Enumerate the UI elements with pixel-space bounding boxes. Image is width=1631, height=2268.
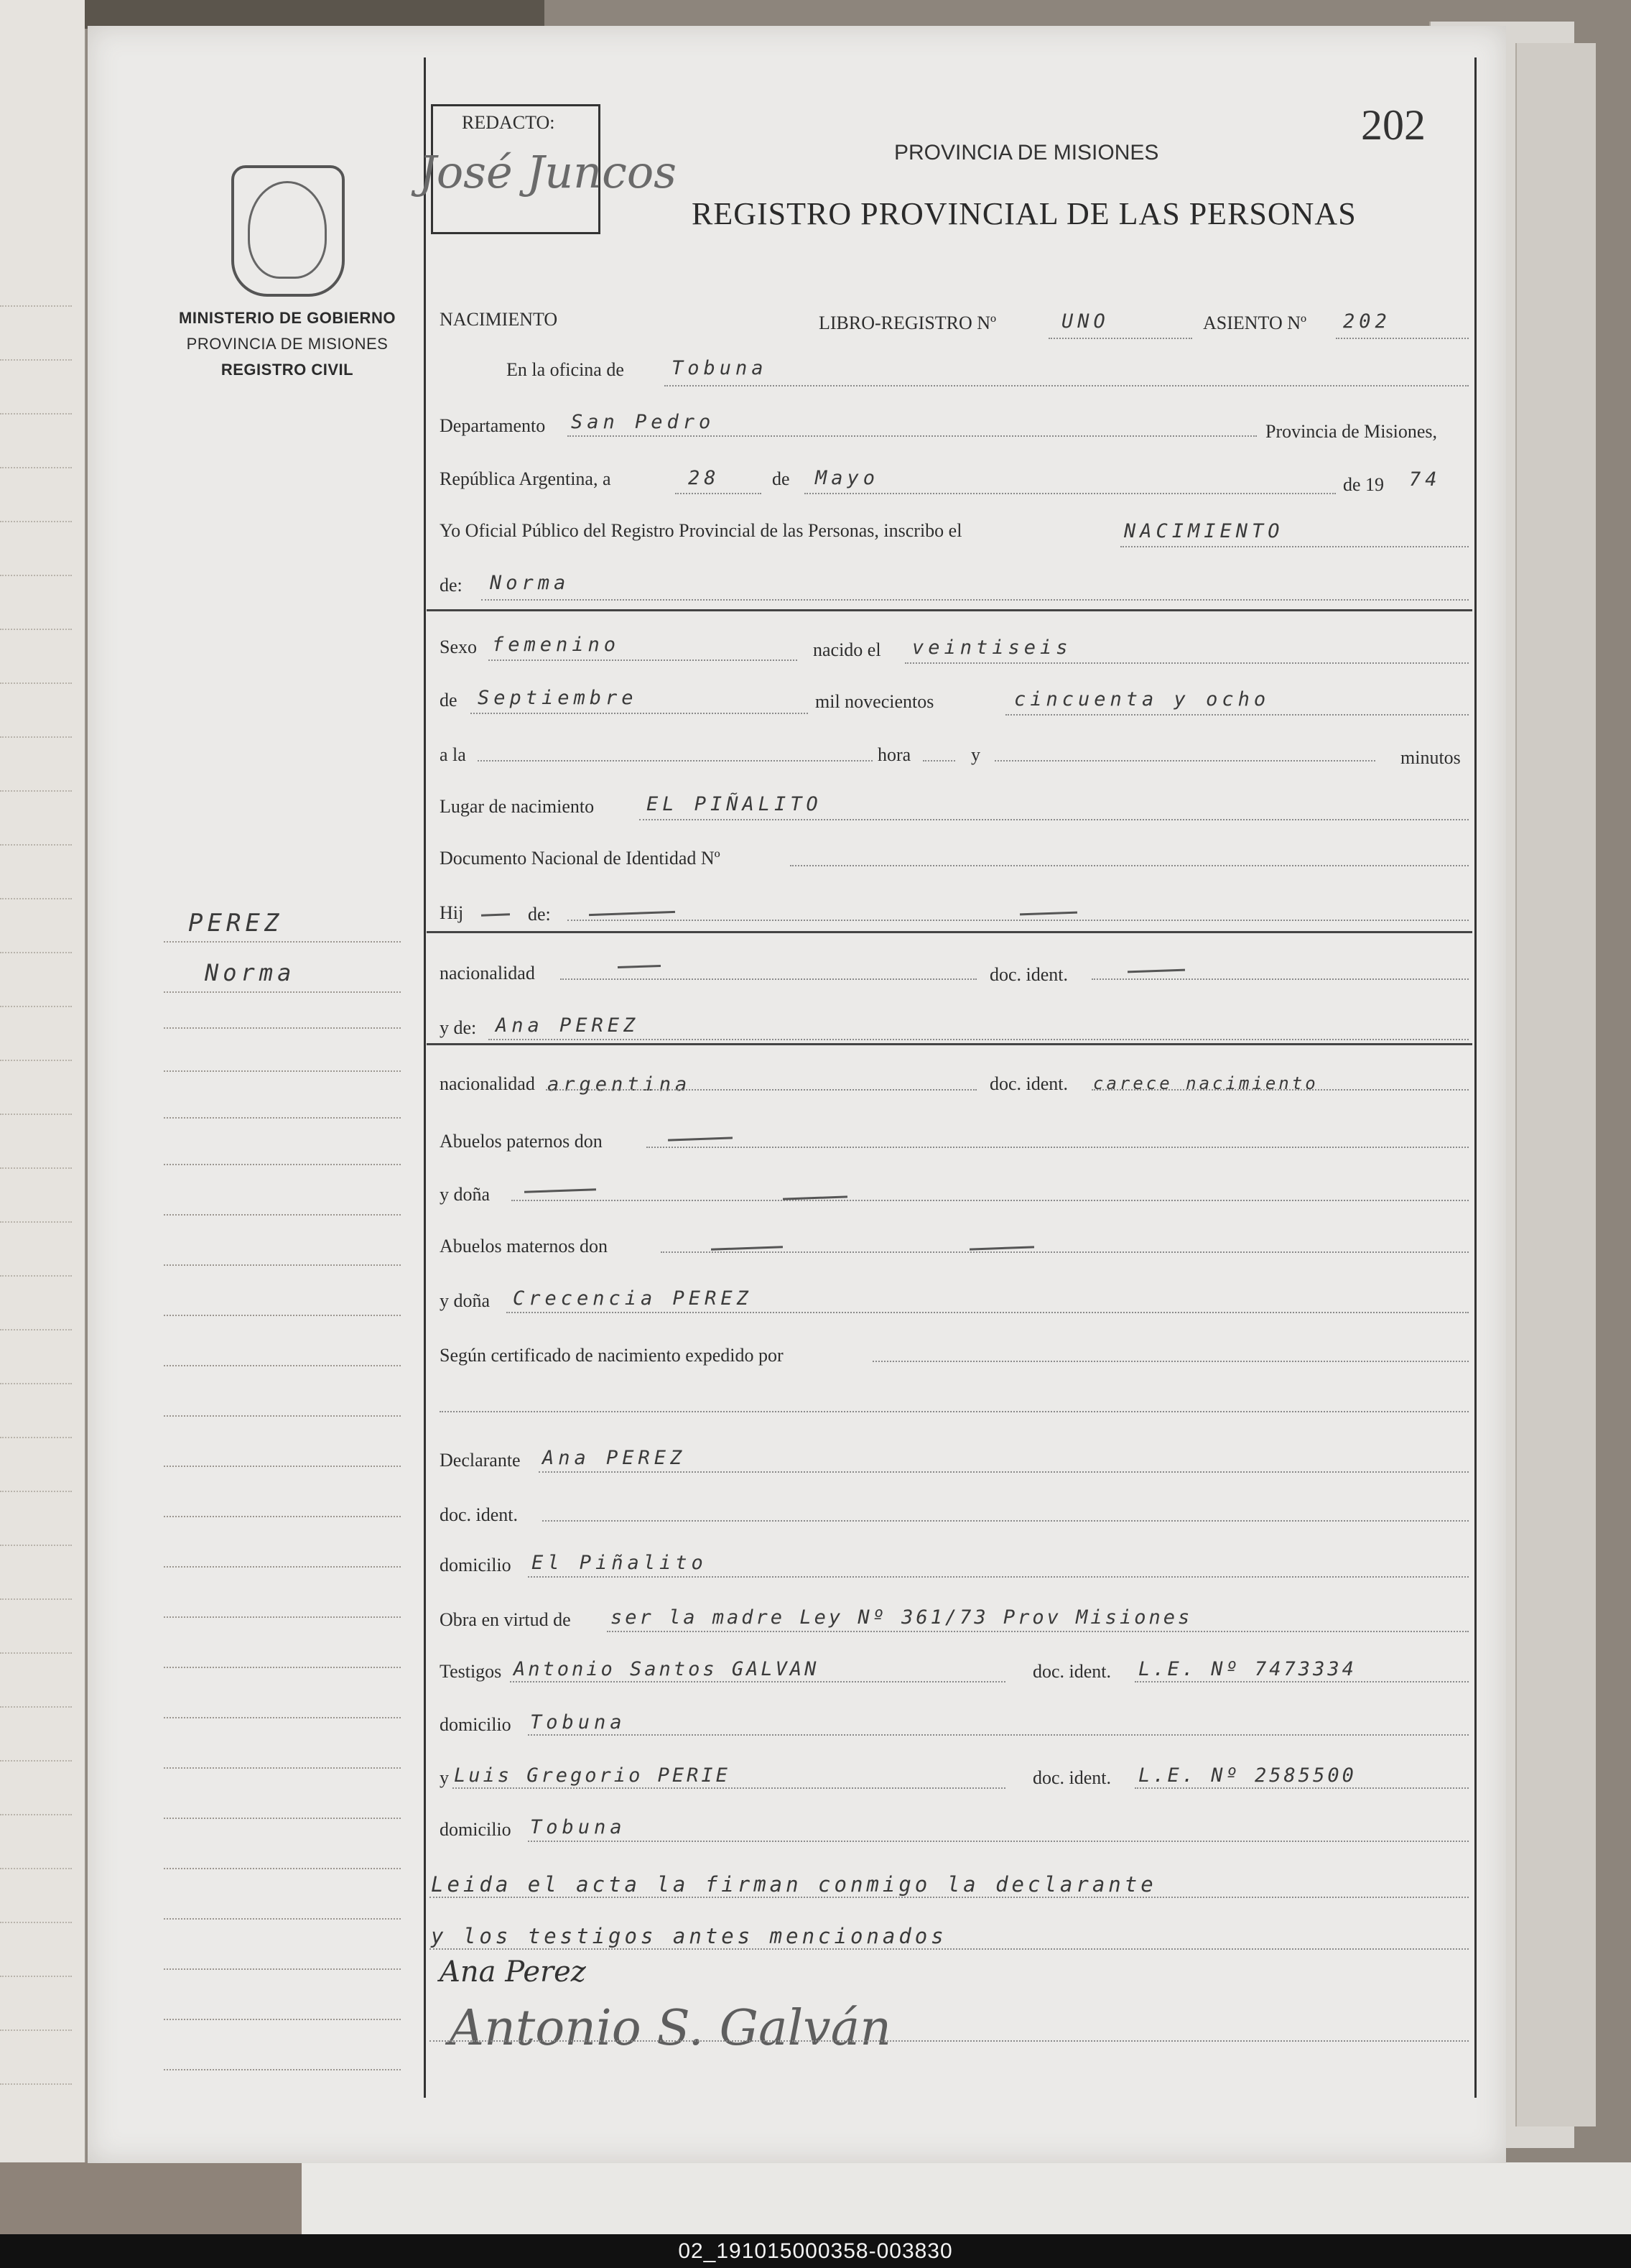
book-binding-edge: [85, 0, 544, 29]
domicilio-t2-value: Tobuna: [530, 1816, 626, 1838]
a-la-label: a la: [440, 744, 466, 765]
docid-2-label: doc. ident.: [990, 1073, 1069, 1094]
docid-1-label: doc. ident.: [990, 964, 1069, 985]
domicilio-value: El Piñalito: [531, 1552, 707, 1574]
mil-label: mil novecientos: [815, 691, 934, 712]
lugar-value: EL PIÑALITO: [646, 793, 822, 815]
nacionalidad-1-label: nacionalidad: [440, 963, 535, 983]
dia-value: 28: [688, 467, 720, 489]
closing-line-1: Leida el acta la firman conmigo la declarante: [431, 1872, 1157, 1897]
testigo-2-value: Luis Gregorio PERIE: [454, 1764, 730, 1787]
nacionalidad-2-value: argentina: [547, 1073, 692, 1096]
docid-t2-value: L.E. Nº 2585500: [1138, 1764, 1357, 1787]
margin-note-name: Norma: [205, 959, 296, 986]
registry-civil-label: REGISTRO CIVIL: [220, 361, 354, 379]
margin-note-surname: PEREZ: [188, 909, 284, 938]
docid-t1-value: L.E. Nº 7473334: [1138, 1658, 1357, 1680]
hij-de-label: de:: [528, 904, 551, 925]
republica-label: República Argentina, a: [440, 468, 611, 489]
declarante-value: Ana PEREZ: [542, 1447, 687, 1469]
nacido-value: veintiseis: [912, 637, 1072, 659]
domicilio-t2-label: domicilio: [440, 1819, 511, 1840]
filename-label: 02_191015000358-003830: [678, 2239, 953, 2263]
segun-certificado-label: Según certificado de nacimiento expedido por: [440, 1345, 784, 1366]
docid-t1-label: doc. ident.: [1033, 1661, 1112, 1682]
domicilio-label: domicilio: [440, 1555, 511, 1575]
testigos-label: Testigos: [440, 1661, 502, 1682]
y-de-label: y de:: [440, 1017, 477, 1038]
adjacent-left-page: [0, 0, 86, 2162]
y-dona-2-label: y doña: [440, 1290, 491, 1311]
yo-oficial-text: Yo Oficial Público del Registro Provincial de las Personas, inscribo el: [440, 520, 962, 541]
madre-value: Ana PEREZ: [496, 1014, 640, 1037]
oficina-value: Tobuna: [672, 357, 768, 379]
minutos-label: minutos: [1400, 747, 1461, 768]
nacido-label: nacido el: [813, 639, 881, 660]
domicilio-t1-label: domicilio: [440, 1714, 511, 1735]
closing-line-2: y los testigos antes mencionados: [431, 1924, 947, 1948]
mes-value: Mayo: [815, 467, 880, 489]
page-stack-edge-back: [1515, 43, 1596, 2126]
libro-label: LIBRO-REGISTRO Nº: [819, 313, 997, 333]
libro-value: UNO: [1061, 310, 1110, 333]
province-header: PROVINCIA DE MISIONES: [894, 141, 1159, 165]
scan-background: [302, 2162, 1631, 2234]
docid-2-value: carece nacimiento: [1093, 1073, 1319, 1093]
departamento-label: Departamento: [440, 415, 546, 436]
record-type-label: NACIMIENTO: [440, 309, 558, 330]
docid-t2-label: doc. ident.: [1033, 1767, 1112, 1788]
nombre-value: Norma: [490, 572, 570, 594]
ministry-label: MINISTERIO DE GOBIERNO: [179, 309, 396, 327]
abuelos-maternos-label: Abuelos maternos don: [440, 1236, 608, 1256]
domicilio-t1-value: Tobuna: [530, 1711, 626, 1734]
y-testigo-2-label: y: [440, 1767, 449, 1788]
declarante-label: Declarante: [440, 1450, 521, 1471]
obra-value: ser la madre Ley Nº 361/73 Prov Misiones: [610, 1606, 1193, 1629]
dni-label: Documento Nacional de Identidad Nº: [440, 848, 720, 869]
image-filename-bar: [0, 2234, 1631, 2268]
de2-label: de: [440, 690, 457, 711]
inscribo-value: NACIMIENTO: [1124, 520, 1284, 542]
oficina-label: En la oficina de: [506, 359, 624, 380]
anio-nac-value: cincuenta y ocho: [1014, 688, 1270, 711]
y-dona-label: y doña: [440, 1184, 491, 1205]
de-label: de: [772, 468, 790, 489]
hij-label: Hij: [440, 902, 464, 923]
departamento-value: San Pedro: [571, 411, 715, 433]
y-label: y: [971, 744, 980, 765]
lugar-label: Lugar de nacimiento: [440, 796, 595, 817]
hora-label: hora: [878, 744, 911, 765]
sexo-value: femenino: [492, 634, 621, 656]
nacionalidad-2-label: nacionalidad: [440, 1073, 535, 1094]
obra-label: Obra en virtud de: [440, 1609, 571, 1630]
asiento-label: ASIENTO Nº: [1203, 313, 1307, 333]
page-number: 202: [1361, 101, 1426, 149]
redacto-label: REDACTO:: [462, 112, 555, 133]
anio-label: de 19: [1343, 474, 1385, 495]
anio-value: 74: [1409, 468, 1441, 491]
testigo-1-value: Antonio Santos GALVAN: [514, 1658, 819, 1680]
margin-province-label: PROVINCIA DE MISIONES: [186, 335, 389, 353]
de-nombre-label: de:: [440, 575, 463, 596]
abuela-materna-value: Crecencia PEREZ: [513, 1287, 753, 1310]
asiento-value: 202: [1343, 310, 1391, 333]
provincia-suffix: Provincia de Misiones,: [1265, 421, 1438, 442]
doc-ident-label: doc. ident.: [440, 1504, 519, 1525]
sexo-label: Sexo: [440, 637, 477, 657]
redacto-stamp: [419, 104, 677, 234]
signature-declarante: Ana Perez: [440, 1955, 586, 1989]
coat-of-arms-emblem-icon: [248, 181, 327, 279]
abuelos-paternos-label: Abuelos paternos don: [440, 1131, 603, 1152]
registry-title: REGISTRO PROVINCIAL DE LAS PERSONAS: [692, 196, 1357, 231]
mes-nac-value: Septiembre: [478, 687, 638, 709]
redacto-signature: José Juncos: [419, 146, 677, 198]
signature-testigo: Antonio S. Galván: [449, 2000, 892, 2057]
